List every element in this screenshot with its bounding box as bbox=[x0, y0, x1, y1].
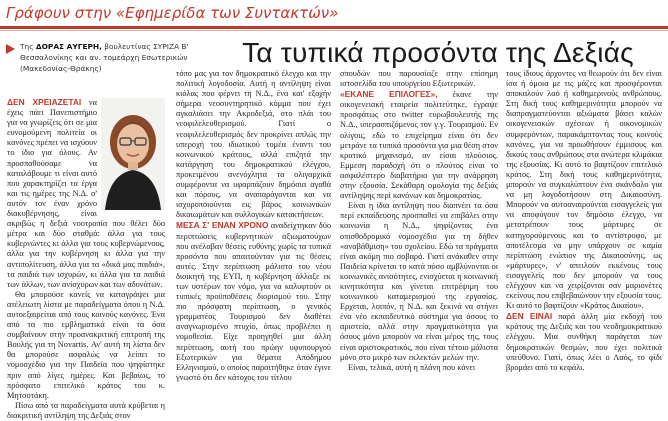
header-divider-thin bbox=[0, 30, 668, 31]
byline-author: ΔΟΡΑΣ ΑΥΓΕΡΗ, bbox=[35, 42, 102, 51]
byline-prefix: Της bbox=[20, 42, 34, 51]
article-column-2 bbox=[176, 69, 331, 409]
byline bbox=[20, 41, 200, 74]
paragraph-text: παρά άλλη μία εκδοχή του κράτους της Δεξιάς και του νεοδημοκρατικού ελέγχου. Μια συνθήκη παράγεται των δημοκρατικών θεσμών, που έχει πολιτικά υπεύθυνο. Γιατί, όπως λέει ο Λαός, το φίδι βρομάει από το κεφάλι. bbox=[506, 312, 662, 372]
paragraph-text: να έχεις πάει Πανεπιστήμιο για να γνωρίζεις ότι σε μια ευνομούμενη πολιτεία οι κανόνες πρέπει να ισχύουν το ίδιο για όλους. Αν προσπαθούσαμε να καταλάβουμε τι είναι αυτό που χαρακτηρίζει τα έργα και τις ημέρες της Ν.Δ. σ' αυτόν τον έναν χρόνο διακυβέρνησης, είναι ακριβώς η δεξιά νοοτροπία που θέλει δύο μέτρα και δύο σταθμά: άλλα για τους κυβερνώντες κι άλλα για τους κυβερνώμενους, άλλα για την κυβέρνηση κι άλλα για την αντιπολίτευση, άλλα για τα «δικά μας παιδιά», τα παιδιά των ισχυρών, κι άλλα για τα παιδιά των άλλων, των ανίσχυρων και των αδυνάτων. bbox=[7, 98, 165, 289]
section-header bbox=[6, 4, 338, 24]
header-publication-name: «Εφημερίδα των Συντακτών» bbox=[115, 4, 339, 22]
header-lead: Γράφουν bbox=[6, 4, 70, 22]
kicker-2: ΜΕΣΑ Σ' ΕΝΑΝ ΧΡΟΝΟ bbox=[176, 220, 269, 231]
paragraph bbox=[506, 311, 662, 373]
kicker-3: «ΕΚΑΝΕ ΕΠΙΛΟΓΕΣ», bbox=[340, 89, 438, 100]
paragraph-text: αναδείχτηκαν δύο περιπτώσεις κυβερνητικών αξιωματούχων που ανέλαβαν θέσεις ευθύνης χωρίς τα τυπικά προσόντα που απαιτούνταν για τις θέσεις αυτές. Στην περίπτωση μάλιστα του νέου διοικητή της ΕΥΠ, η κυβέρνηση άλλαξε εκ των υστέρων τον νόμο, για να καλυφτούν οι τυπικές προϋποθέσεις διορισμού του. Στην πιο πρόσφατη περίπτωση, ο γενικός γραμματέας Τουρισμού δεν διαθέτει αναγνωρισμένο πτυχίο, όπως προβλέπει η νομοθεσία. Είχε προηγηθεί μια άλλη περίπτωση, αυτή του πρώην υφυπουργού Εξωτερικών για θέματα Απόδημου Ελληνισμού, ο οποίος παραιτήθηκε όταν έγινε γνωστό ότι δεν κάτοχος του τίτλου bbox=[176, 221, 331, 382]
article-column-1 bbox=[7, 97, 165, 420]
author-portrait-image bbox=[101, 98, 165, 210]
paragraph: Είναι η ίδια αντίληψη που διαπνέει τα όσα περί εκπαίδευσης προσπαθεί να επιβάλει στην κοινωνία η Ν.Δ., ψηφίζοντας ένα οπισθοδρομικό νομοσχέδιο για τη δήθεν «αναβάθμιση» του σχολείου. Εδώ τα πράγματα είναι ακόμη πιο σοβαρά. Γιατί ανάκαθεν στην Παιδεία κρίνεται το κατά πόσο αμβλύνονται οι κοινωνικές ανισότητες, ενισχύεται η κοινωνική κινητικότητα και γίνεται επιτρέψιμη του κοινωνικού καταμερισμού της εργασίας. Ερχεται, λοιπόν, η Ν.Δ. και ξεκινά να στήνει ένα νέο εκπαιδευτικό σύστημα για όσους το αριστεία, αλλά στην πραγματικότητα για όσους μόνο μπορούν να είναι μέρος της, τους είναι αριστοκρατικός, που είναι τέτοιο μάλιστα μόνο στο μικρό των εκλεκτών μελών την. bbox=[340, 201, 498, 362]
paragraph bbox=[176, 220, 331, 383]
article-column-3 bbox=[340, 69, 498, 409]
author-portrait bbox=[101, 98, 165, 210]
paragraph: Είναι, τελικά, αυτή η πλάνη που κάνει bbox=[348, 362, 476, 372]
article-headline: Τα τυπικά προσόντα της Δεξιάς bbox=[242, 37, 634, 68]
byline-role: βουλευτίνας ΣΥΡΙΖΑ Β' Θεσσαλονίκης και αν. τομεάρχη Εσωτερικών (Μακεδονίας-Θράκης) bbox=[20, 42, 189, 73]
paragraph: τους ίδιους άρχοντες να θεωρούν ότι δεν είναι ίσα ή όμοια με τις μάζες και προσφέρονται αποκαλούν λαό ή καθημερινούς ανθρώπους. Στη δική τους καθημερινότητα μπορούν να διαπραγματεύονται αξιώματα βάσει καλών οικογενειακών σχέσεων ή οικονομικών συμφερόντων, παρακάμπτοντας τους κοινούς κανόνες, για να προωθήσουν έμμισους και δικούς τους ανθρώπους στα ανώτερα κλιμάκια της εξουσίας. Κι αυτό το βαφτίζουν επιτελικό κράτος. Στη δική τους καθημερινότητα, μπορούν να συγκαλύπτουν ένα σκάνδαλο για να μη λογοδοτήσουν στη Δικαιοσύνη. Μπορούν να αυτοαναιρούνται εισαγγελείς για να αποφύγουν τον δημόσιο έλεγχο, να μετατρέπουν τους μάρτυρες σε κατηγορούμενους και το αντίστροφο, με αποτέλεσμα να μην υπάρχουν σε καμία περίπτωση ενώπιον της Δικαιοσύνης, ως «μάρτυρες», ν' απειλούν εκκένους τους εισαγγελείς που δεν μπορούν να τους ελέγχουν και να χειρίζονται σαν μαριονέτες εκείνους που επιβεβαιώνουν την εξουσία τους. Κι αυτό το βαφτίζουν «Κράτος Δικαίου». bbox=[506, 69, 662, 311]
paragraph bbox=[7, 97, 165, 290]
header-pub-prefix: στην bbox=[74, 4, 112, 22]
paragraph: Πίσω από τα παραδείγματα αυτά κρύβεται η διακριτική αντίληψη της Δεξιάς στον bbox=[7, 400, 165, 420]
paragraph-text: έκανε την οικογενειακή εταιρεία πολιτεύτηκε, έγραψε προσφάτως στο twitter ευρωβουλευτής της Ν.Δ., υπερασπιζόμενος τον γ.γ. Τουρισμού. Εν ολίγοις, εδώ το επιχείρημα είναι ότι δεν μετράνε τα τυπικά προσόντα για μια θέση στον κρατικό μηχανισμό, αν είσαι πλούσιος. Εμμεση παραδοχή ότι ο πλούτος είναι το ασφαλέστερο διαβατήριο για την ανάρρηση στην εξουσία. Σεκάθαρη ομολογία της δεξιάς αντίληψης περί κανόνων και δημοκρατίας. bbox=[340, 90, 498, 201]
kicker-4: ΔΕΝ ΕΙΝΑΙ bbox=[506, 311, 553, 322]
byline-arrow-icon bbox=[6, 44, 15, 54]
paragraph: Θα μπορούσε κανείς να καταγράψει μια ατέλειωτη λίστα με παραδείγματα όπου η Ν.Δ. αυτοεξαιρείται από τους κοινούς κανόνες. Ένα από τα πιο εμβληματικά είναι τα όσα συμβαίνουν στην προανακριτική επιτροπή της Βουλής για τη Novartis. Αν' αυτή τη λίστα δεν θα μπορούσε ασφαλώς να λείπει το νομοσχέδιο για την Παιδεία που ψηφίστηκε πριν από λίγες ημέρες. Και βεβαίως, το πρόσφατο επιτελικό κράτος του κ. Μητσοτάκη. bbox=[7, 289, 165, 400]
article-column-4 bbox=[506, 69, 662, 409]
header-divider bbox=[0, 26, 668, 29]
kicker-1: ΔΕΝ ΧΡΕΙΑΖΕΤΑΙ bbox=[7, 97, 82, 107]
paragraph bbox=[340, 89, 498, 201]
paragraph: τόπο μας για τον δημοκρατικό έλεγχο και την πολιτική λογοδοσία. Αυτή η αντίληψη είναι κιόλας που φέρνει τη Ν.Δ., ένα και' εξοχήν σήμερα νεοσυντηρητικό κόμμα που έχει αγκαλιάσει την Ακροδεξιά, στο πλάι του νεοφιλελευθερισμού. Γιατί ο νεοφιλελευθερισμός δεν προκρίνει απλώς την υπεροχή του ιδιωτικού τομέα έναντι του κοινωνικού κράτους, αλλά επιζητά την κατάργηση του δημοκρατικού ελέγχου, προκειμένου ανενόχλητα τα ολιγαρχικά συμφέροντα να υφαρπάζουν δημόσια αγαθά και πόρους, να αναπαράγονται και να ισχυροποιούνται εις βάρος κοινωνικών δικαιωμάτων και συλλογικών κατακτήσεων. bbox=[176, 69, 331, 220]
paragraph: σπουδών που παρουσίαζε στην επίσημη ιστοσελίδα του υπουργείου Εξωτερικών. bbox=[340, 69, 498, 89]
